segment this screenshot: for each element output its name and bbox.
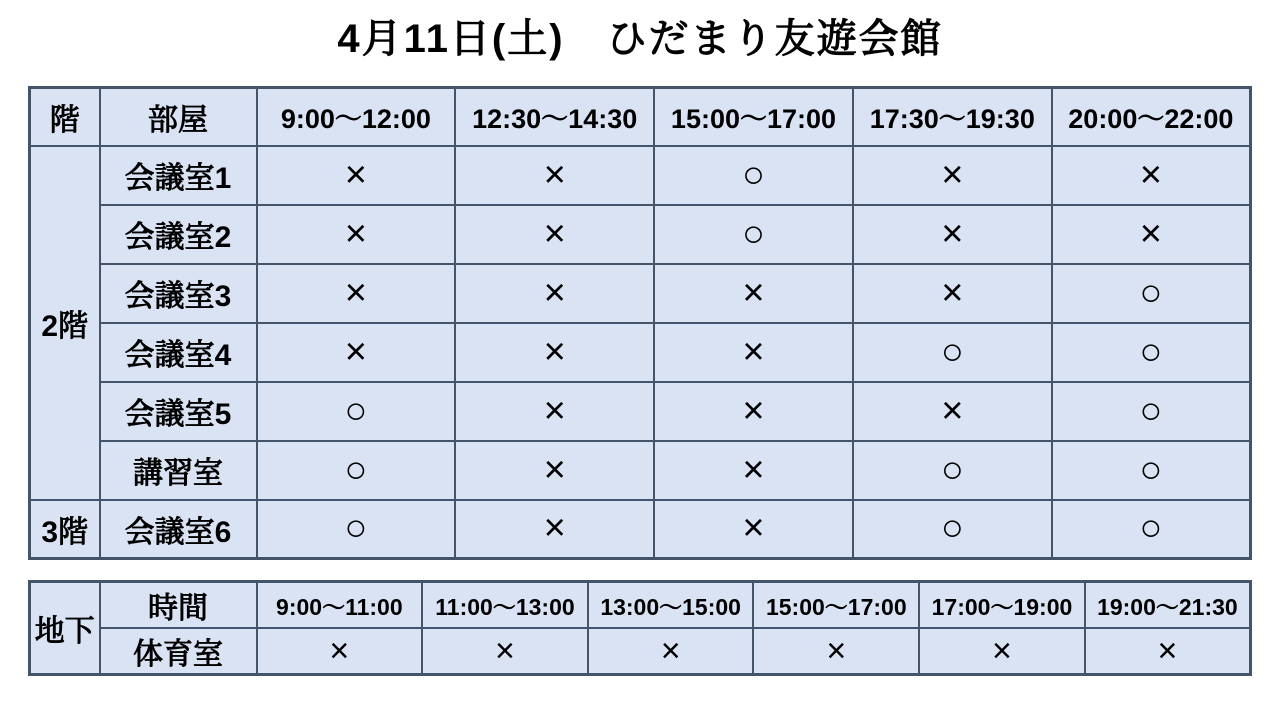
- room-row: [30, 146, 1251, 205]
- time-slot-header: 20:00〜22:00: [1052, 88, 1251, 146]
- availability-mark-available: ○: [1052, 382, 1251, 441]
- availability-mark-available: ○: [1052, 441, 1251, 500]
- time-column-header: 時間: [100, 582, 257, 629]
- availability-mark-unavailable: ×: [654, 441, 853, 500]
- availability-mark-unavailable: ×: [455, 205, 654, 264]
- time-slot-header: 11:00〜13:00: [422, 582, 588, 629]
- availability-mark-available: ○: [654, 205, 853, 264]
- availability-mark-unavailable: ×: [257, 628, 423, 675]
- room-row: [30, 500, 1251, 559]
- upper-floors-availability-table: [28, 86, 1252, 560]
- availability-mark-available: ○: [853, 500, 1052, 559]
- availability-mark-unavailable: ×: [853, 264, 1052, 323]
- availability-mark-available: ○: [1052, 500, 1251, 559]
- time-slot-header: 13:00〜15:00: [588, 582, 754, 629]
- availability-mark-unavailable: ×: [455, 382, 654, 441]
- availability-mark-unavailable: ×: [1085, 628, 1251, 675]
- facility-schedule-page: [0, 8, 1280, 676]
- availability-mark-unavailable: ×: [1052, 146, 1251, 205]
- availability-mark-unavailable: ×: [853, 205, 1052, 264]
- floor-column-header: 階: [30, 88, 100, 146]
- availability-mark-available: ○: [853, 323, 1052, 382]
- room-row: [30, 628, 1251, 675]
- room-row: [30, 323, 1251, 382]
- availability-mark-unavailable: ×: [853, 382, 1052, 441]
- availability-mark-unavailable: ×: [919, 628, 1085, 675]
- main-table-body: [30, 146, 1251, 559]
- availability-mark-unavailable: ×: [257, 146, 456, 205]
- availability-mark-unavailable: ×: [1052, 205, 1251, 264]
- availability-mark-unavailable: ×: [853, 146, 1052, 205]
- availability-mark-unavailable: ×: [257, 205, 456, 264]
- room-row: [30, 441, 1251, 500]
- availability-mark-unavailable: ×: [588, 628, 754, 675]
- availability-mark-unavailable: ×: [654, 323, 853, 382]
- availability-mark-available: ○: [1052, 323, 1251, 382]
- availability-mark-available: ○: [257, 382, 456, 441]
- basement-table-body: [30, 582, 1251, 675]
- room-name: 講習室: [100, 441, 257, 500]
- room-row: [30, 264, 1251, 323]
- time-slot-header: 9:00〜12:00: [257, 88, 456, 146]
- floor-label: 3階: [30, 500, 100, 559]
- room-row: [30, 382, 1251, 441]
- availability-mark-available: ○: [1052, 264, 1251, 323]
- availability-mark-unavailable: ×: [257, 264, 456, 323]
- availability-mark-unavailable: ×: [654, 264, 853, 323]
- availability-mark-unavailable: ×: [654, 382, 853, 441]
- availability-mark-unavailable: ×: [257, 323, 456, 382]
- floor-label: 2階: [30, 146, 100, 500]
- availability-mark-unavailable: ×: [455, 323, 654, 382]
- room-name: 体育室: [100, 628, 257, 675]
- basement-header-row: [30, 582, 1251, 629]
- room-name: 会議室4: [100, 323, 257, 382]
- room-column-header: 部屋: [100, 88, 257, 146]
- room-name: 会議室6: [100, 500, 257, 559]
- availability-mark-unavailable: ×: [455, 500, 654, 559]
- room-name: 会議室5: [100, 382, 257, 441]
- room-row: [30, 205, 1251, 264]
- availability-mark-unavailable: ×: [455, 146, 654, 205]
- availability-mark-unavailable: ×: [455, 441, 654, 500]
- availability-mark-unavailable: ×: [422, 628, 588, 675]
- availability-mark-available: ○: [654, 146, 853, 205]
- availability-mark-available: ○: [257, 441, 456, 500]
- availability-mark-available: ○: [853, 441, 1052, 500]
- time-slot-header: 15:00〜17:00: [753, 582, 919, 629]
- room-name: 会議室2: [100, 205, 257, 264]
- floor-label-basement: 地下: [30, 582, 100, 675]
- time-slot-header: 12:30〜14:30: [455, 88, 654, 146]
- availability-mark-unavailable: ×: [654, 500, 853, 559]
- basement-availability-table: [28, 580, 1252, 676]
- time-slot-header: 9:00〜11:00: [257, 582, 423, 629]
- availability-mark-available: ○: [257, 500, 456, 559]
- main-table-header-row: [30, 88, 1251, 146]
- availability-mark-unavailable: ×: [455, 264, 654, 323]
- page-title: 4月11日(土) ひだまり友遊会館: [337, 17, 943, 61]
- time-slot-header: 19:00〜21:30: [1085, 582, 1251, 629]
- time-slot-header: 17:00〜19:00: [919, 582, 1085, 629]
- room-name: 会議室3: [100, 264, 257, 323]
- availability-mark-unavailable: ×: [753, 628, 919, 675]
- time-slot-header: 15:00〜17:00: [654, 88, 853, 146]
- room-name: 会議室1: [100, 146, 257, 205]
- time-slot-header: 17:30〜19:30: [853, 88, 1052, 146]
